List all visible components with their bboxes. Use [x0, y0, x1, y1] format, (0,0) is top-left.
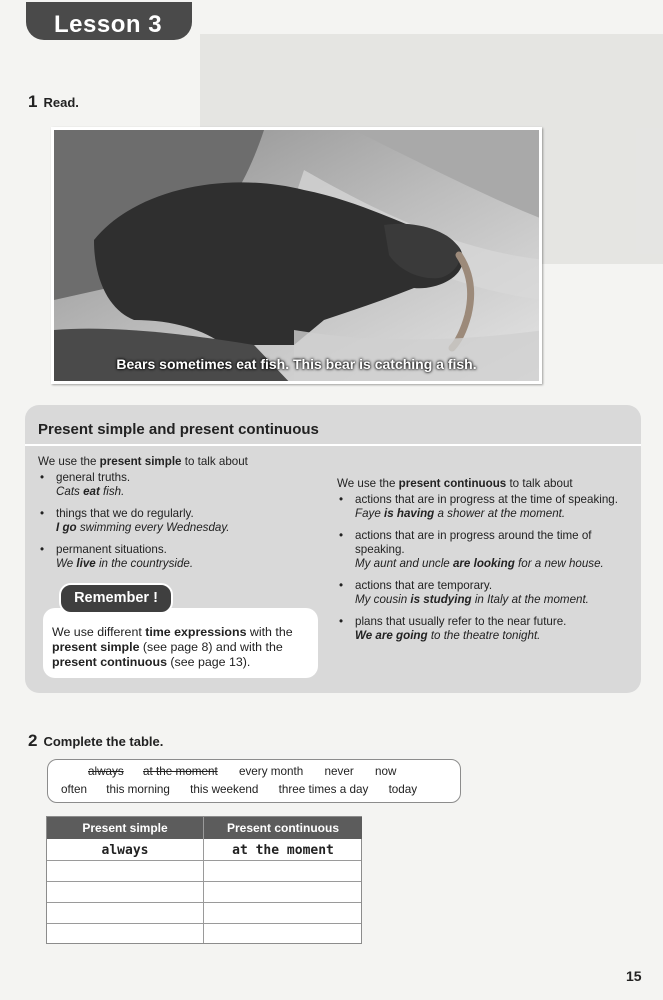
table-cell[interactable]	[47, 882, 203, 902]
ex-text: a shower at the moment.	[434, 507, 566, 520]
ex-text: to the theatre tonight.	[427, 629, 541, 642]
use-text: • plans that usually refer to the near future.	[355, 615, 567, 628]
use-text: • actions that are temporary.	[355, 579, 493, 592]
word-chip: three times a day	[278, 783, 369, 796]
use-text: • things that we do regularly.	[56, 507, 194, 520]
bear-photo	[51, 127, 542, 384]
use-example	[355, 593, 627, 607]
table-cell[interactable]: at the moment	[232, 843, 334, 858]
exercise-1-title	[28, 92, 79, 112]
table-cell[interactable]	[47, 924, 203, 944]
present-continuous-uses	[337, 493, 627, 643]
intro-bold: present continuous	[398, 477, 507, 490]
remember-part: We use different	[52, 625, 146, 639]
table-cell[interactable]	[204, 861, 362, 881]
page-number: 15	[626, 968, 642, 984]
use-item	[38, 471, 288, 499]
exercise-2-number: 2	[28, 731, 38, 750]
word-chip: this morning	[106, 783, 170, 796]
exclamation-icon: !	[153, 590, 158, 606]
table-header-continuous: Present continuous	[204, 817, 362, 839]
table-cell[interactable]	[204, 903, 362, 923]
use-item	[337, 493, 627, 521]
table-cell[interactable]	[204, 924, 362, 944]
use-example	[56, 557, 288, 571]
use-example	[355, 629, 627, 643]
word-chip: this weekend	[190, 783, 259, 796]
word-chip: often	[61, 783, 87, 796]
word-chip: now	[375, 765, 397, 778]
word-chip: today	[388, 783, 418, 796]
lesson-title: Lesson 3	[26, 2, 192, 40]
ex-bold: I go	[56, 521, 77, 534]
remember-bold: present continuous	[52, 655, 167, 669]
remember-bold: time expressions	[145, 625, 247, 639]
word-chip: at the moment	[142, 765, 218, 778]
grammar-title: Present simple and present continuous	[38, 421, 319, 438]
word-chip: never	[324, 765, 354, 778]
bear-illustration	[54, 130, 542, 384]
table-header-simple: Present simple	[47, 817, 203, 839]
remember-label-text: Remember	[74, 590, 150, 606]
exercise-2-title	[28, 731, 163, 751]
present-simple-column	[38, 455, 288, 579]
use-item	[38, 507, 288, 535]
intro-text: to talk about	[181, 455, 248, 468]
remember-part: (see page 13).	[166, 655, 251, 669]
present-continuous-intro	[337, 477, 627, 491]
use-text: • permanent situations.	[56, 543, 167, 556]
ex-bold: is studying	[410, 593, 472, 606]
exercise-2-instruction: Complete the table.	[43, 734, 164, 749]
use-text: • actions that are in progress around the time of speaking.	[355, 529, 592, 556]
word-chip: every month	[238, 765, 304, 778]
remember-text	[52, 625, 316, 670]
use-text: • general truths.	[56, 471, 131, 484]
present-continuous-column	[337, 477, 627, 651]
exercise-1-instruction: Read.	[43, 95, 79, 110]
photo-caption: Bears sometimes eat fish. This bear is catching a fish.	[116, 356, 477, 372]
intro-text: We use the	[337, 477, 399, 490]
use-item	[337, 529, 627, 571]
table-cell[interactable]: always	[101, 843, 149, 858]
use-example	[355, 557, 627, 571]
ex-text: fish.	[99, 485, 125, 498]
use-item	[337, 615, 627, 643]
table-cell[interactable]	[47, 861, 203, 881]
ex-text: Cats	[56, 485, 84, 498]
use-text: • actions that are in progress at the time of speaking.	[355, 493, 618, 506]
grammar-title-divider	[25, 444, 641, 446]
intro-text: We use the	[38, 455, 100, 468]
use-example	[56, 485, 288, 499]
ex-bold: is having	[384, 507, 435, 520]
ex-bold: We are going	[355, 629, 428, 642]
ex-text: in Italy at the moment.	[471, 593, 589, 606]
ex-text: swimming every Wednesday.	[76, 521, 230, 534]
intro-text: to talk about	[506, 477, 573, 490]
remember-part: (see page 8) and with the	[139, 640, 283, 654]
table-cell[interactable]	[47, 903, 203, 923]
use-example	[355, 507, 627, 521]
word-row-1	[88, 765, 396, 778]
use-item	[337, 579, 627, 607]
present-simple-uses	[38, 471, 288, 571]
intro-bold: present simple	[99, 455, 182, 468]
ex-text: Faye	[355, 507, 384, 520]
table-cell[interactable]	[204, 882, 362, 902]
exercise-1-number: 1	[28, 92, 38, 111]
use-item	[38, 543, 288, 571]
use-example	[56, 521, 288, 535]
present-simple-intro	[38, 455, 288, 469]
remember-bold: present simple	[52, 640, 140, 654]
word-chip: always	[88, 765, 124, 778]
ex-bold: eat	[83, 485, 100, 498]
ex-text: My aunt and uncle	[355, 557, 453, 570]
ex-text: for a new house.	[514, 557, 604, 570]
ex-text: in the countryside.	[95, 557, 194, 570]
answer-table	[46, 816, 362, 944]
ex-bold: live	[76, 557, 96, 570]
remember-part: with the	[246, 625, 293, 639]
word-row-2	[61, 783, 417, 796]
ex-text: We	[56, 557, 77, 570]
remember-label	[59, 583, 173, 614]
ex-bold: are looking	[452, 557, 515, 570]
ex-text: My cousin	[355, 593, 411, 606]
